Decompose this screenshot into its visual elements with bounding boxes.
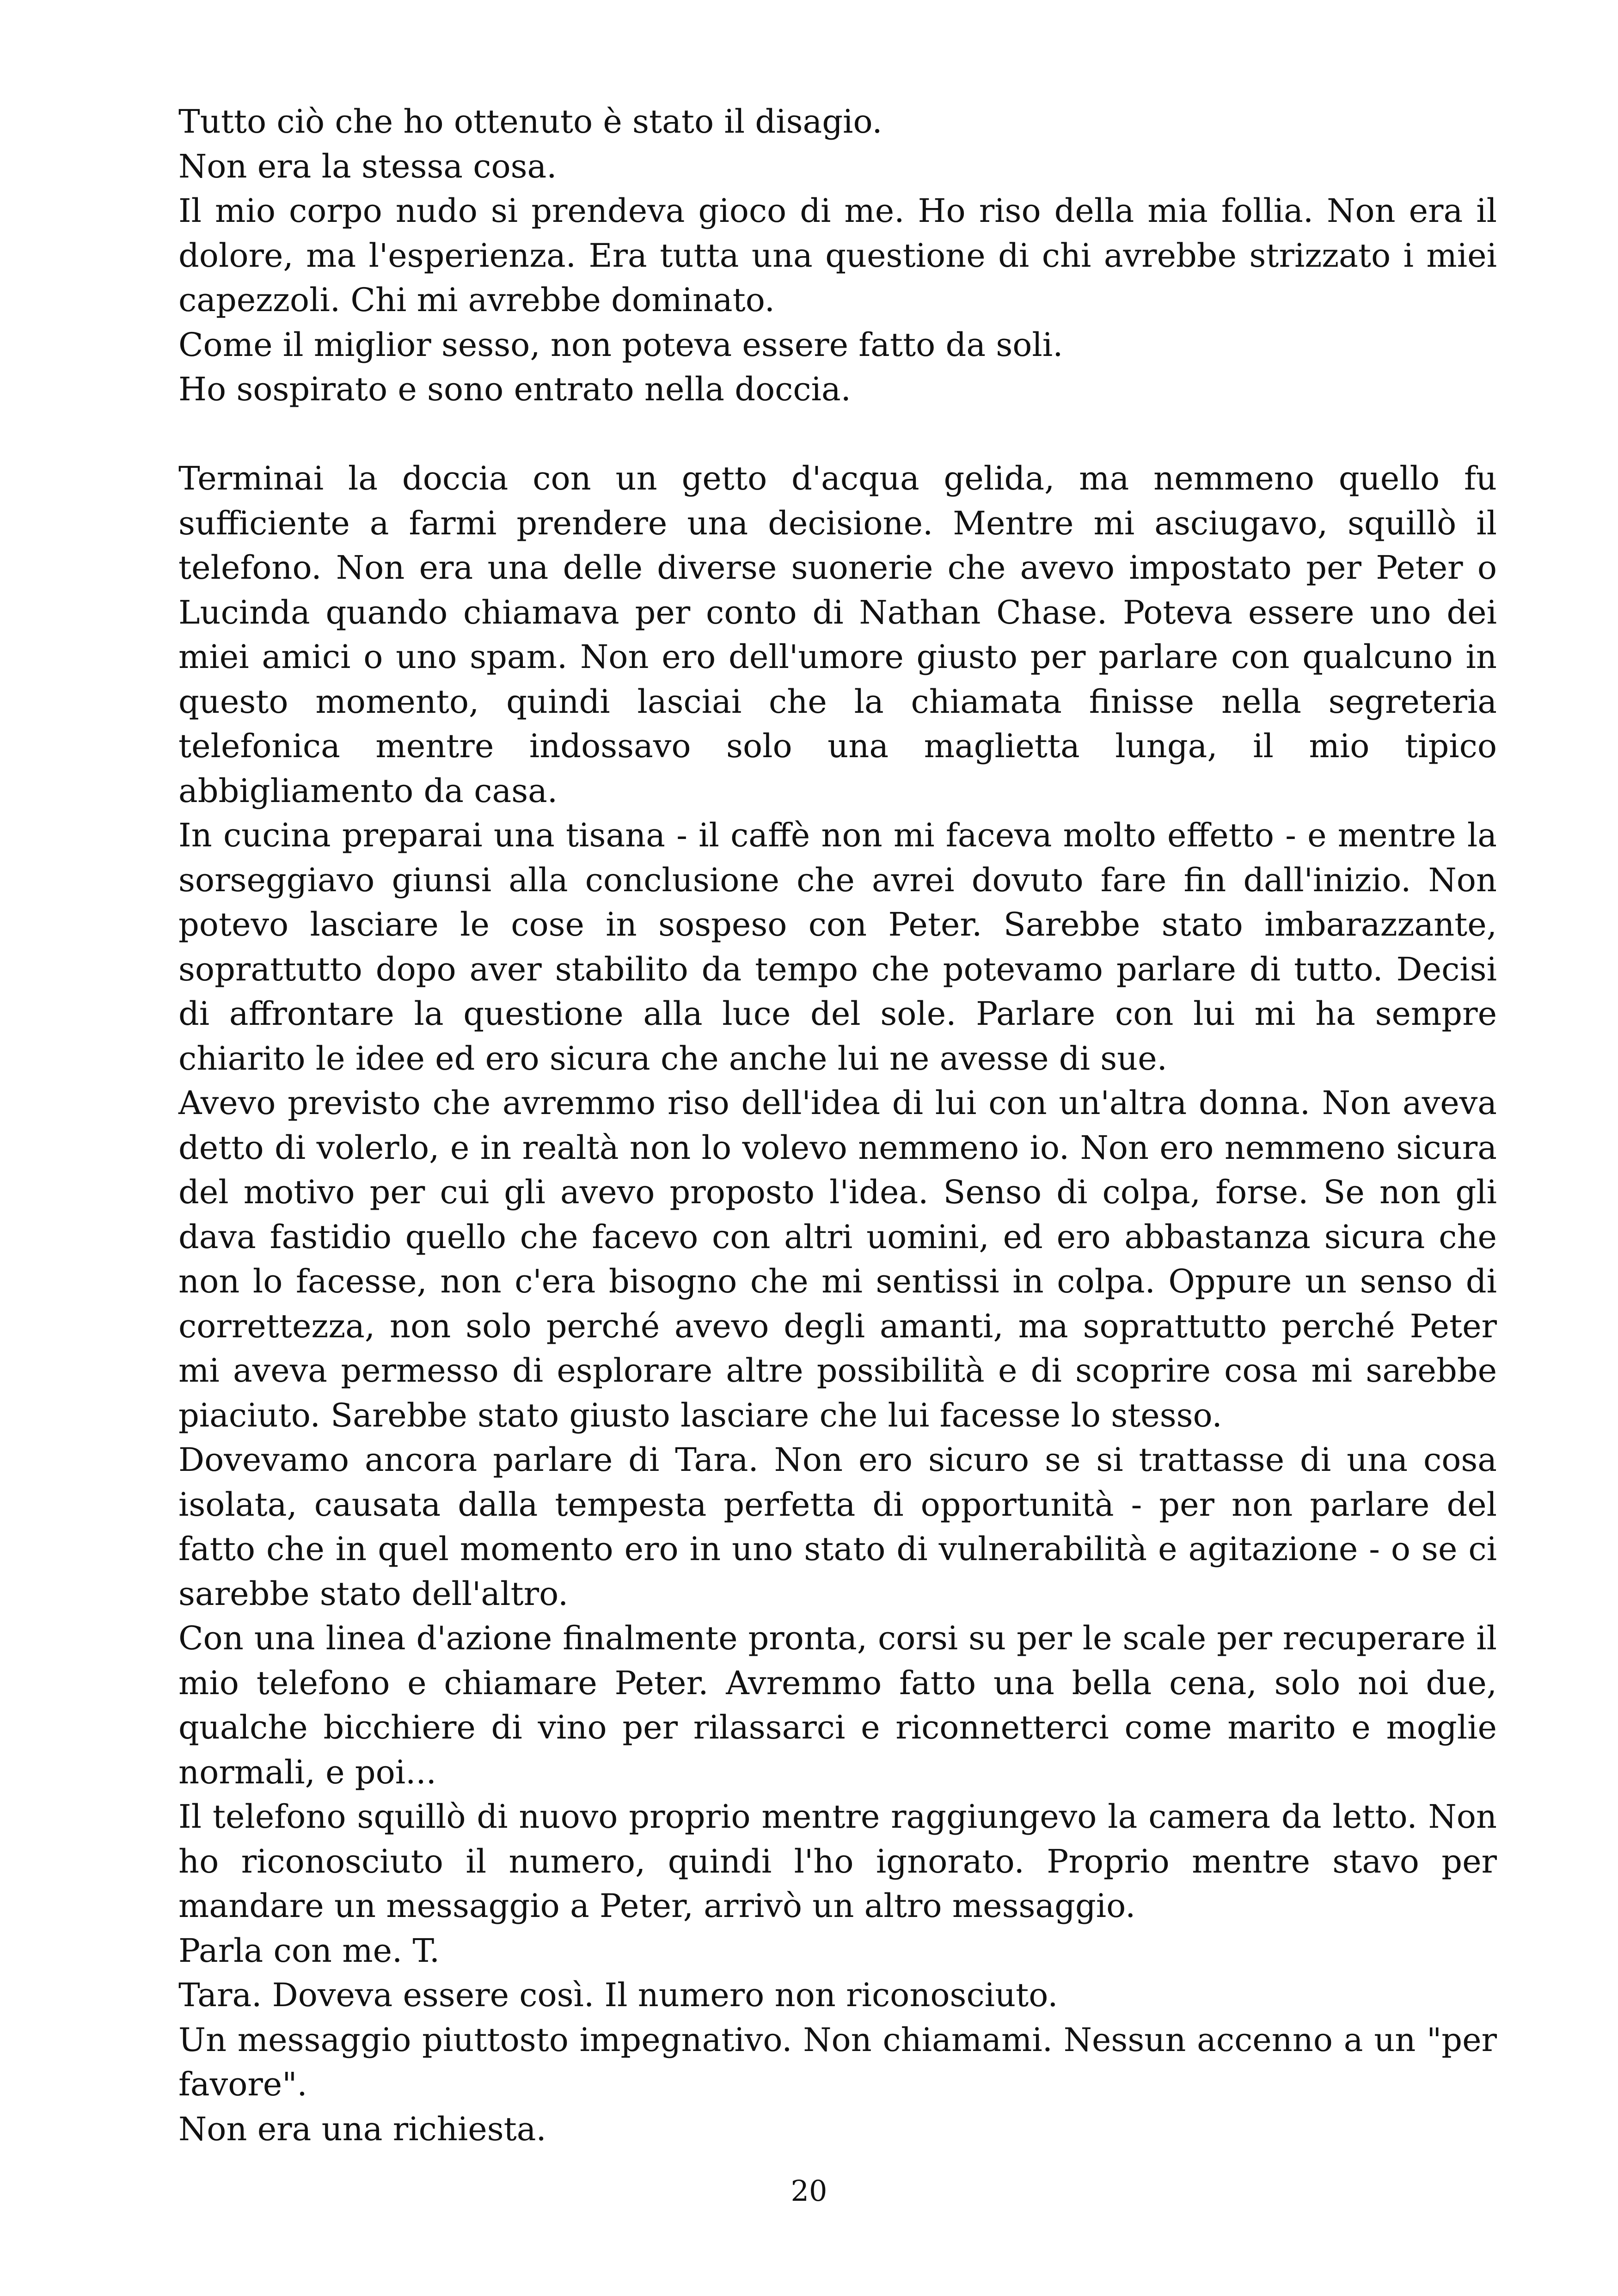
paragraph: In cucina preparai una tisana - il caffè non mi faceva molto effetto - e mentre la sorseggiavo giunsi alla conclusione che avrei dovuto fare fin dall'inizio. Non potevo lasciare le cose in sospeso con Peter. Sarebbe stato imbarazzante, soprattutto dopo aver stabilito da tempo che potevamo parlare di tutto. Decisi di affrontare la questione alla luce del sole. Parlare con lui mi ha sempre chiarito le idee ed ero sicura che anche lui ne avesse di sue.: [178, 816, 1497, 1078]
body-text: [178, 99, 1497, 2151]
paragraph: Come il miglior sesso, non poteva essere fatto da soli.: [178, 325, 1063, 364]
paragraph: Con una linea d'azione finalmente pronta, corsi su per le scale per recuperare il mio telefono e chiamare Peter. Avremmo fatto una bella cena, solo noi due, qualche bicchiere di vino per rilassarci e riconnetterci come marito e moglie normali, e poi...: [178, 1619, 1497, 1791]
paragraph: Il telefono squillò di nuovo proprio mentre raggiungevo la camera da letto. Non ho riconosciuto il numero, quindi l'ho ignorato. Proprio mentre stavo per mandare un messaggio a Peter, arrivò un altro messaggio.: [178, 1798, 1497, 1925]
paragraph: Avevo previsto che avremmo riso dell'idea di lui con un'altra donna. Non aveva detto di volerlo, e in realtà non lo volevo nemmeno io. Non ero nemmeno sicura del motivo per cui gli avevo proposto l'idea. Senso di colpa, forse. Se non gli dava fastidio quello che facevo con altri uomini, ed ero abbastanza sicura che non lo facesse, non c'era bisogno che mi sentissi in colpa. Oppure un senso di correttezza, non solo perché avevo degli amanti, ma soprattutto perché Peter mi aveva permesso di esplorare altre possibilità e di scoprire cosa mi sarebbe piaciuto. Sarebbe stato giusto lasciare che lui facesse lo stesso.: [178, 1084, 1497, 1434]
paragraph: Un messaggio piuttosto impegnativo. Non chiamami. Nessun accenno a un "per favore".: [178, 2020, 1497, 2103]
paragraph-gap: [178, 412, 1497, 457]
paragraph: Non era una richiesta.: [178, 2110, 546, 2148]
paragraph: Dovevamo ancora parlare di Tara. Non ero sicuro se si trattasse di una cosa isolata, causata dalla tempesta perfetta di opportunità - per non parlare del fatto che in quel momento ero in uno stato di vulnerabilità e agitazione - o se ci sarebbe stato dell'altro.: [178, 1441, 1497, 1613]
paragraph: Non era la stessa cosa.: [178, 147, 557, 185]
paragraph: Tara. Doveva essere così. Il numero non riconosciuto.: [178, 1976, 1058, 2014]
page-number: 20: [791, 2174, 827, 2208]
paragraph: Ho sospirato e sono entrato nella doccia.: [178, 370, 851, 408]
paragraph: Tutto ciò che ho ottenuto è stato il disagio.: [178, 103, 883, 141]
paragraph: Parla con me. T.: [178, 1931, 440, 1970]
paragraph: Il mio corpo nudo si prendeva gioco di me. Ho riso della mia follia. Non era il dolore, ma l'esperienza. Era tutta una questione di chi avrebbe strizzato i miei capezzoli. Chi mi avrebbe dominato.: [178, 192, 1497, 319]
paragraph: Terminai la doccia con un getto d'acqua gelida, ma nemmeno quello fu sufficiente a farmi prendere una decisione. Mentre mi asciugavo, squillò il telefono. Non era una delle diverse suonerie che avevo impostato per Peter o Lucinda quando chiamava per conto di Nathan Chase. Poteva essere uno dei miei amici o uno spam. Non ero dell'umore giusto per parlare con qualcuno in questo momento, quindi lasciai che la chiamata finisse nella segreteria telefonica mentre indossavo solo una maglietta lunga, il mio tipico abbigliamento da casa.: [178, 459, 1497, 810]
